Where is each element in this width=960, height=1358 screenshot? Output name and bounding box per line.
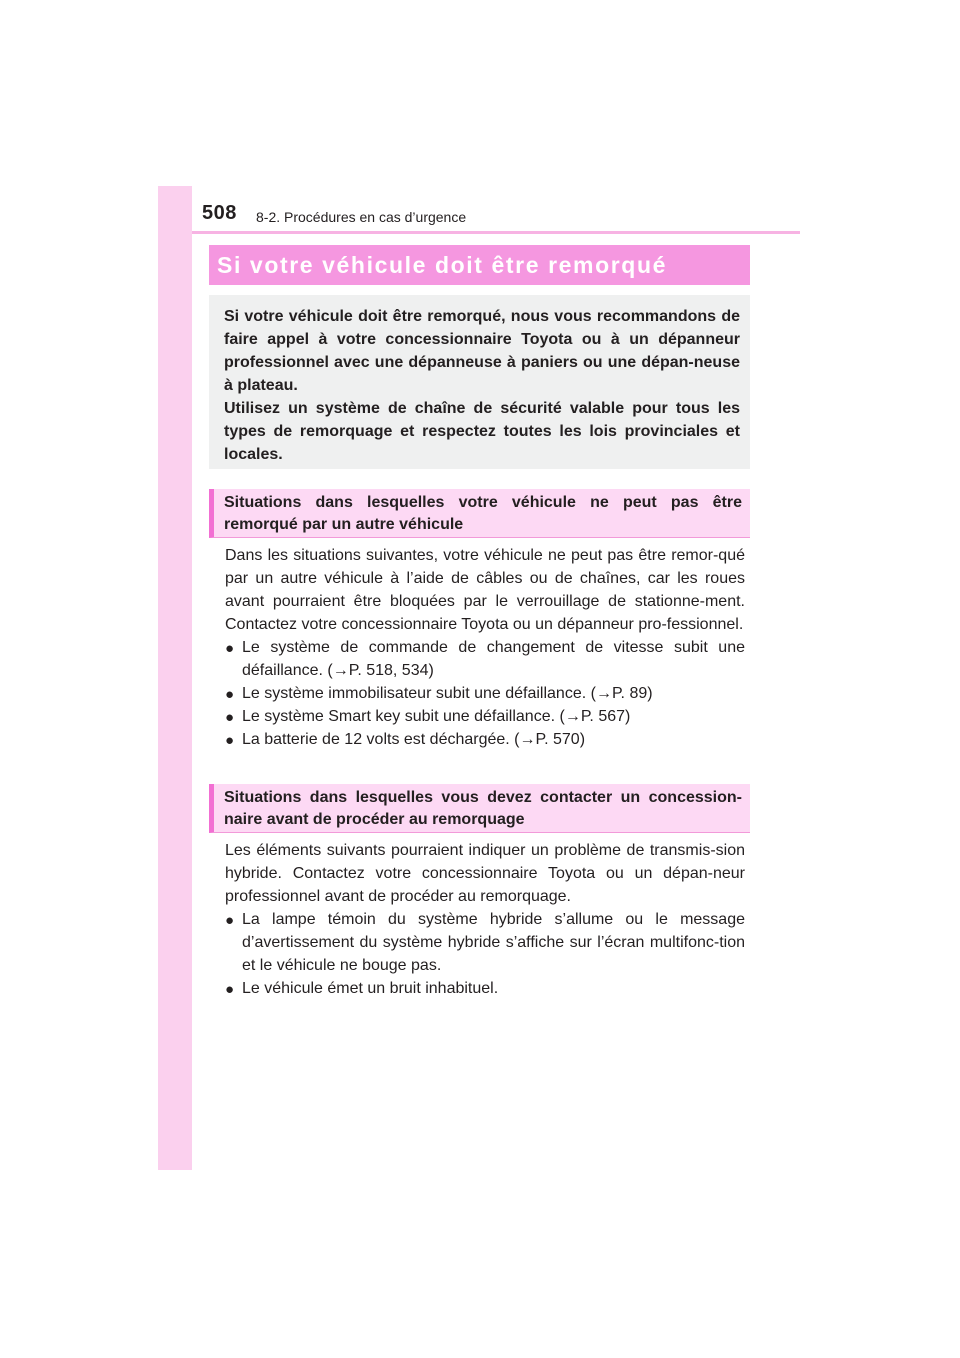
- intro-paragraph: Si votre véhicule doit être remorqué, nous vous recommandons de faire appel à votre concessionnaire Toyota ou à un dépanneur professionnel avec une dépanneuse à paniers ou une dépan-neuse à plateau.: [224, 308, 740, 394]
- list-item: [225, 682, 745, 705]
- page-title: Si votre véhicule doit être remorqué: [217, 251, 667, 278]
- subsection-heading: Situations dans lesquelles votre véhicule ne peut pas être remorqué par un autre véhicule: [209, 489, 750, 538]
- list-item: [225, 728, 745, 751]
- subsection-heading: Situations dans lesquelles vous devez contacter un concession-naire avant de procéder au remorquage: [209, 784, 750, 833]
- section-body: [225, 839, 745, 1000]
- list-item: [225, 977, 745, 1000]
- section-label: 8-2. Procédures en cas d’urgence: [256, 209, 467, 225]
- list-item-text: Le système immobilisateur subit une défaillance. (→P. 89): [242, 685, 653, 702]
- list-item-text: Le système Smart key subit une défaillance. (→P. 567): [242, 708, 631, 725]
- intro-paragraph: Utilisez un système de chaîne de sécurité valable pour tous les types de remorquage et respectez toutes les lois provinciales et locales.: [224, 400, 740, 463]
- list-item: [225, 908, 745, 977]
- bullet-icon: ●: [225, 981, 235, 998]
- bullet-icon: ●: [225, 732, 235, 749]
- list-item-text: Le système de commande de changement de vitesse subit une défaillance. (→P. 518, 534): [242, 639, 745, 679]
- body-paragraph: Dans les situations suivantes, votre véhicule ne peut pas être remor-qué par un autre véhicule à l’aide de câbles ou de chaînes, car les roues avant pourraient être bloquées par le verrouillage de stationne-ment. Contactez votre concessionnaire Toyota ou un dépanneur pro-fessionnel.: [225, 547, 745, 633]
- bullet-list: [225, 636, 745, 751]
- body-paragraph: Les éléments suivants pourraient indiquer un problème de transmis-sion hybride. Contactez votre concessionnaire Toyota ou un dépan-neur professionnel avant de procéder au remorquage.: [225, 842, 745, 905]
- bullet-icon: ●: [225, 686, 235, 703]
- intro-box: [209, 295, 750, 469]
- list-item: [225, 636, 745, 682]
- list-item-text: La batterie de 12 volts est déchargée. (→P. 570): [242, 731, 586, 748]
- bullet-icon: ●: [225, 709, 235, 726]
- side-tab-band: [158, 186, 192, 1170]
- list-item: [225, 705, 745, 728]
- page-title-bar: [209, 245, 750, 285]
- bullet-icon: ●: [225, 912, 235, 929]
- header-rule: [192, 231, 800, 234]
- bullet-list: [225, 908, 745, 1000]
- list-item-text: La lampe témoin du système hybride s’allume ou le message d’avertissement du système hybride s’affiche sur l’écran multifonc-tion et le véhicule ne bouge pas.: [242, 911, 745, 974]
- list-item-text: Le véhicule émet un bruit inhabituel.: [242, 980, 499, 997]
- section-body: [225, 544, 745, 751]
- page-number: 508: [202, 202, 237, 224]
- bullet-icon: ●: [225, 640, 235, 657]
